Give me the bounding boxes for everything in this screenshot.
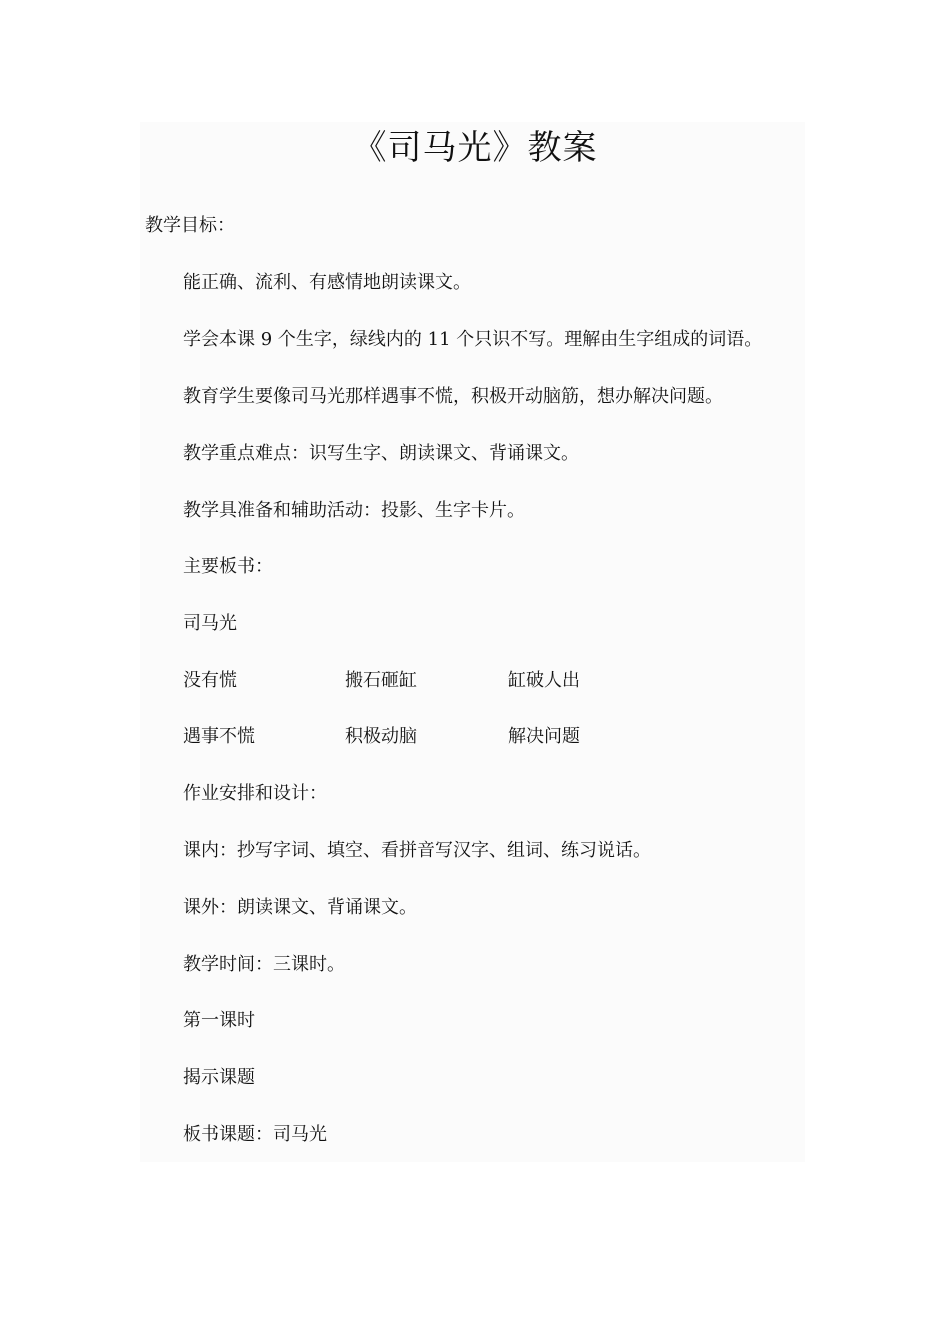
- goal-line-characters: 学会本课 9 个生字，绿线内的 11 个只识不写。理解由生字组成的词语。: [183, 329, 763, 350]
- homework-after-class-line: 课外：朗读课文、背诵课文。: [183, 897, 417, 918]
- homework-in-class-line: 课内：抄写字词、填空、看拼音写汉字、组词、练习说话。: [183, 840, 651, 861]
- goal-heading: 教学目标：: [145, 215, 235, 236]
- board-row-2-col-1: 遇事不慌: [183, 726, 255, 747]
- teaching-aids-line: 教学具准备和辅助活动：投影、生字卡片。: [183, 500, 525, 521]
- board-row-2-col-3: 解决问题: [508, 726, 580, 747]
- reveal-topic-line: 揭示课题: [183, 1067, 255, 1088]
- homework-heading: 作业安排和设计：: [183, 783, 327, 804]
- board-row-1-col-2: 搬石砸缸: [345, 670, 417, 691]
- first-lesson-heading: 第一课时: [183, 1010, 255, 1031]
- document-title: 《司马光》教案: [352, 128, 598, 168]
- board-topic-line: 板书课题：司马光: [183, 1124, 327, 1145]
- board-row-2-col-2: 积极动脑: [345, 726, 417, 747]
- key-points-line: 教学重点难点：识写生字、朗读课文、背诵课文。: [183, 443, 579, 464]
- board-row-1-col-1: 没有慌: [183, 670, 237, 691]
- board-row-1-col-3: 缸破人出: [508, 670, 580, 691]
- goal-line-reading: 能正确、流利、有感情地朗读课文。: [183, 272, 471, 293]
- board-heading: 主要板书：: [183, 556, 273, 577]
- teaching-time-line: 教学时间：三课时。: [183, 954, 345, 975]
- goal-line-education: 教育学生要像司马光那样遇事不慌，积极开动脑筋，想办解决问题。: [183, 386, 723, 407]
- board-title: 司马光: [183, 613, 237, 634]
